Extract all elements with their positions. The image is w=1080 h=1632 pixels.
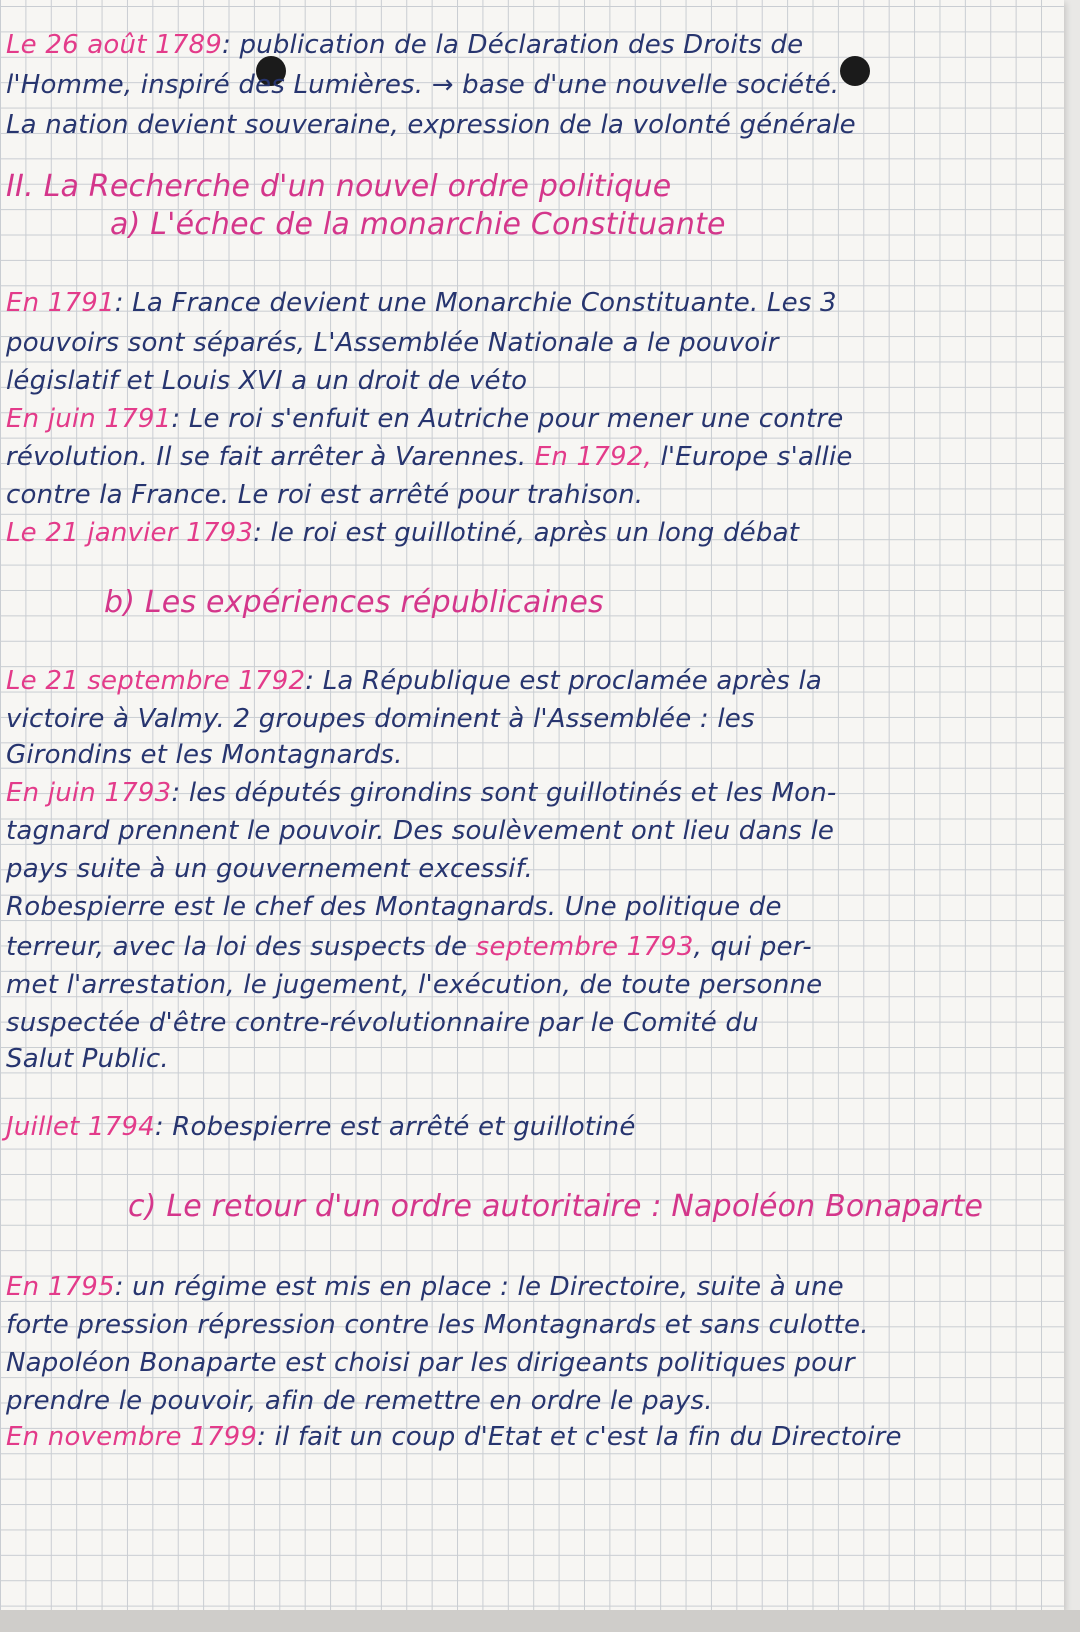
note-line: En 1795: un régime est mis en place : le Directoire, suite à une [6, 1272, 844, 1302]
note-line: En juin 1793: les députés girondins sont guillotinés et les Mon- [6, 778, 837, 808]
note-line: pouvoirs sont séparés, L'Assemblée Nationale a le pouvoir [6, 328, 779, 358]
section-heading-2: II. La Recherche d'un nouvel ordre politique [6, 169, 672, 204]
subheading-b: b) Les expériences républicaines [104, 585, 604, 620]
note-line: Napoléon Bonaparte est choisi par les dirigeants politiques pour [6, 1348, 855, 1378]
note-line: Salut Public. [6, 1044, 169, 1074]
note-line: Le 26 août 1789: publication de la Déclaration des Droits de [6, 30, 804, 60]
note-line: En novembre 1799: il fait un coup d'Etat et c'est la fin du Directoire [6, 1422, 902, 1452]
note-line: législatif et Louis XVI a un droit de véto [6, 366, 528, 396]
note-line: Robespierre est le chef des Montagnards. Une politique de [6, 892, 782, 922]
note-line: En juin 1791: Le roi s'enfuit en Autriche pour mener une contre [6, 404, 844, 434]
note-line: pays suite à un gouvernement excessif. [6, 854, 534, 884]
note-line: La nation devient souveraine, expression de la volonté générale [6, 110, 856, 140]
note-line: terreur, avec la loi des suspects de septembre 1793, qui per- [6, 932, 812, 962]
note-line: forte pression répression contre les Montagnards et sans culotte. [6, 1310, 869, 1340]
note-line: suspectée d'être contre-révolutionnaire par le Comité du [6, 1008, 759, 1038]
note-line: met l'arrestation, le jugement, l'exécution, de toute personne [6, 970, 823, 1000]
note-line: tagnard prennent le pouvoir. Des soulèvement ont lieu dans le [6, 816, 835, 846]
note-line: En 1791: La France devient une Monarchie Constituante. Les 3 [6, 288, 837, 318]
note-line: l'Homme, inspiré des Lumières. → base d'une nouvelle société. [6, 70, 840, 100]
note-line: Le 21 septembre 1792: La République est proclamée après la [6, 666, 823, 696]
subheading-c: c) Le retour d'un ordre autoritaire : Napoléon Bonaparte [128, 1189, 984, 1224]
desk-background [0, 1610, 1080, 1632]
note-line: Juillet 1794: Robespierre est arrêté et guillotiné [6, 1112, 636, 1142]
note-line: prendre le pouvoir, afin de remettre en ordre le pays. [6, 1386, 713, 1416]
note-line: Girondins et les Montagnards. [6, 740, 403, 770]
note-line: Le 21 janvier 1793: le roi est guillotiné, après un long débat [6, 518, 800, 548]
note-line: victoire à Valmy. 2 groupes dominent à l'Assemblée : les [6, 704, 755, 734]
note-line: révolution. Il se fait arrêter à Varennes. En 1792, l'Europe s'allie [6, 442, 853, 472]
note-line: contre la France. Le roi est arrêté pour trahison. [6, 480, 644, 510]
subheading-a: a) L'échec de la monarchie Constituante [110, 207, 726, 242]
punch-hole-right [840, 56, 870, 86]
